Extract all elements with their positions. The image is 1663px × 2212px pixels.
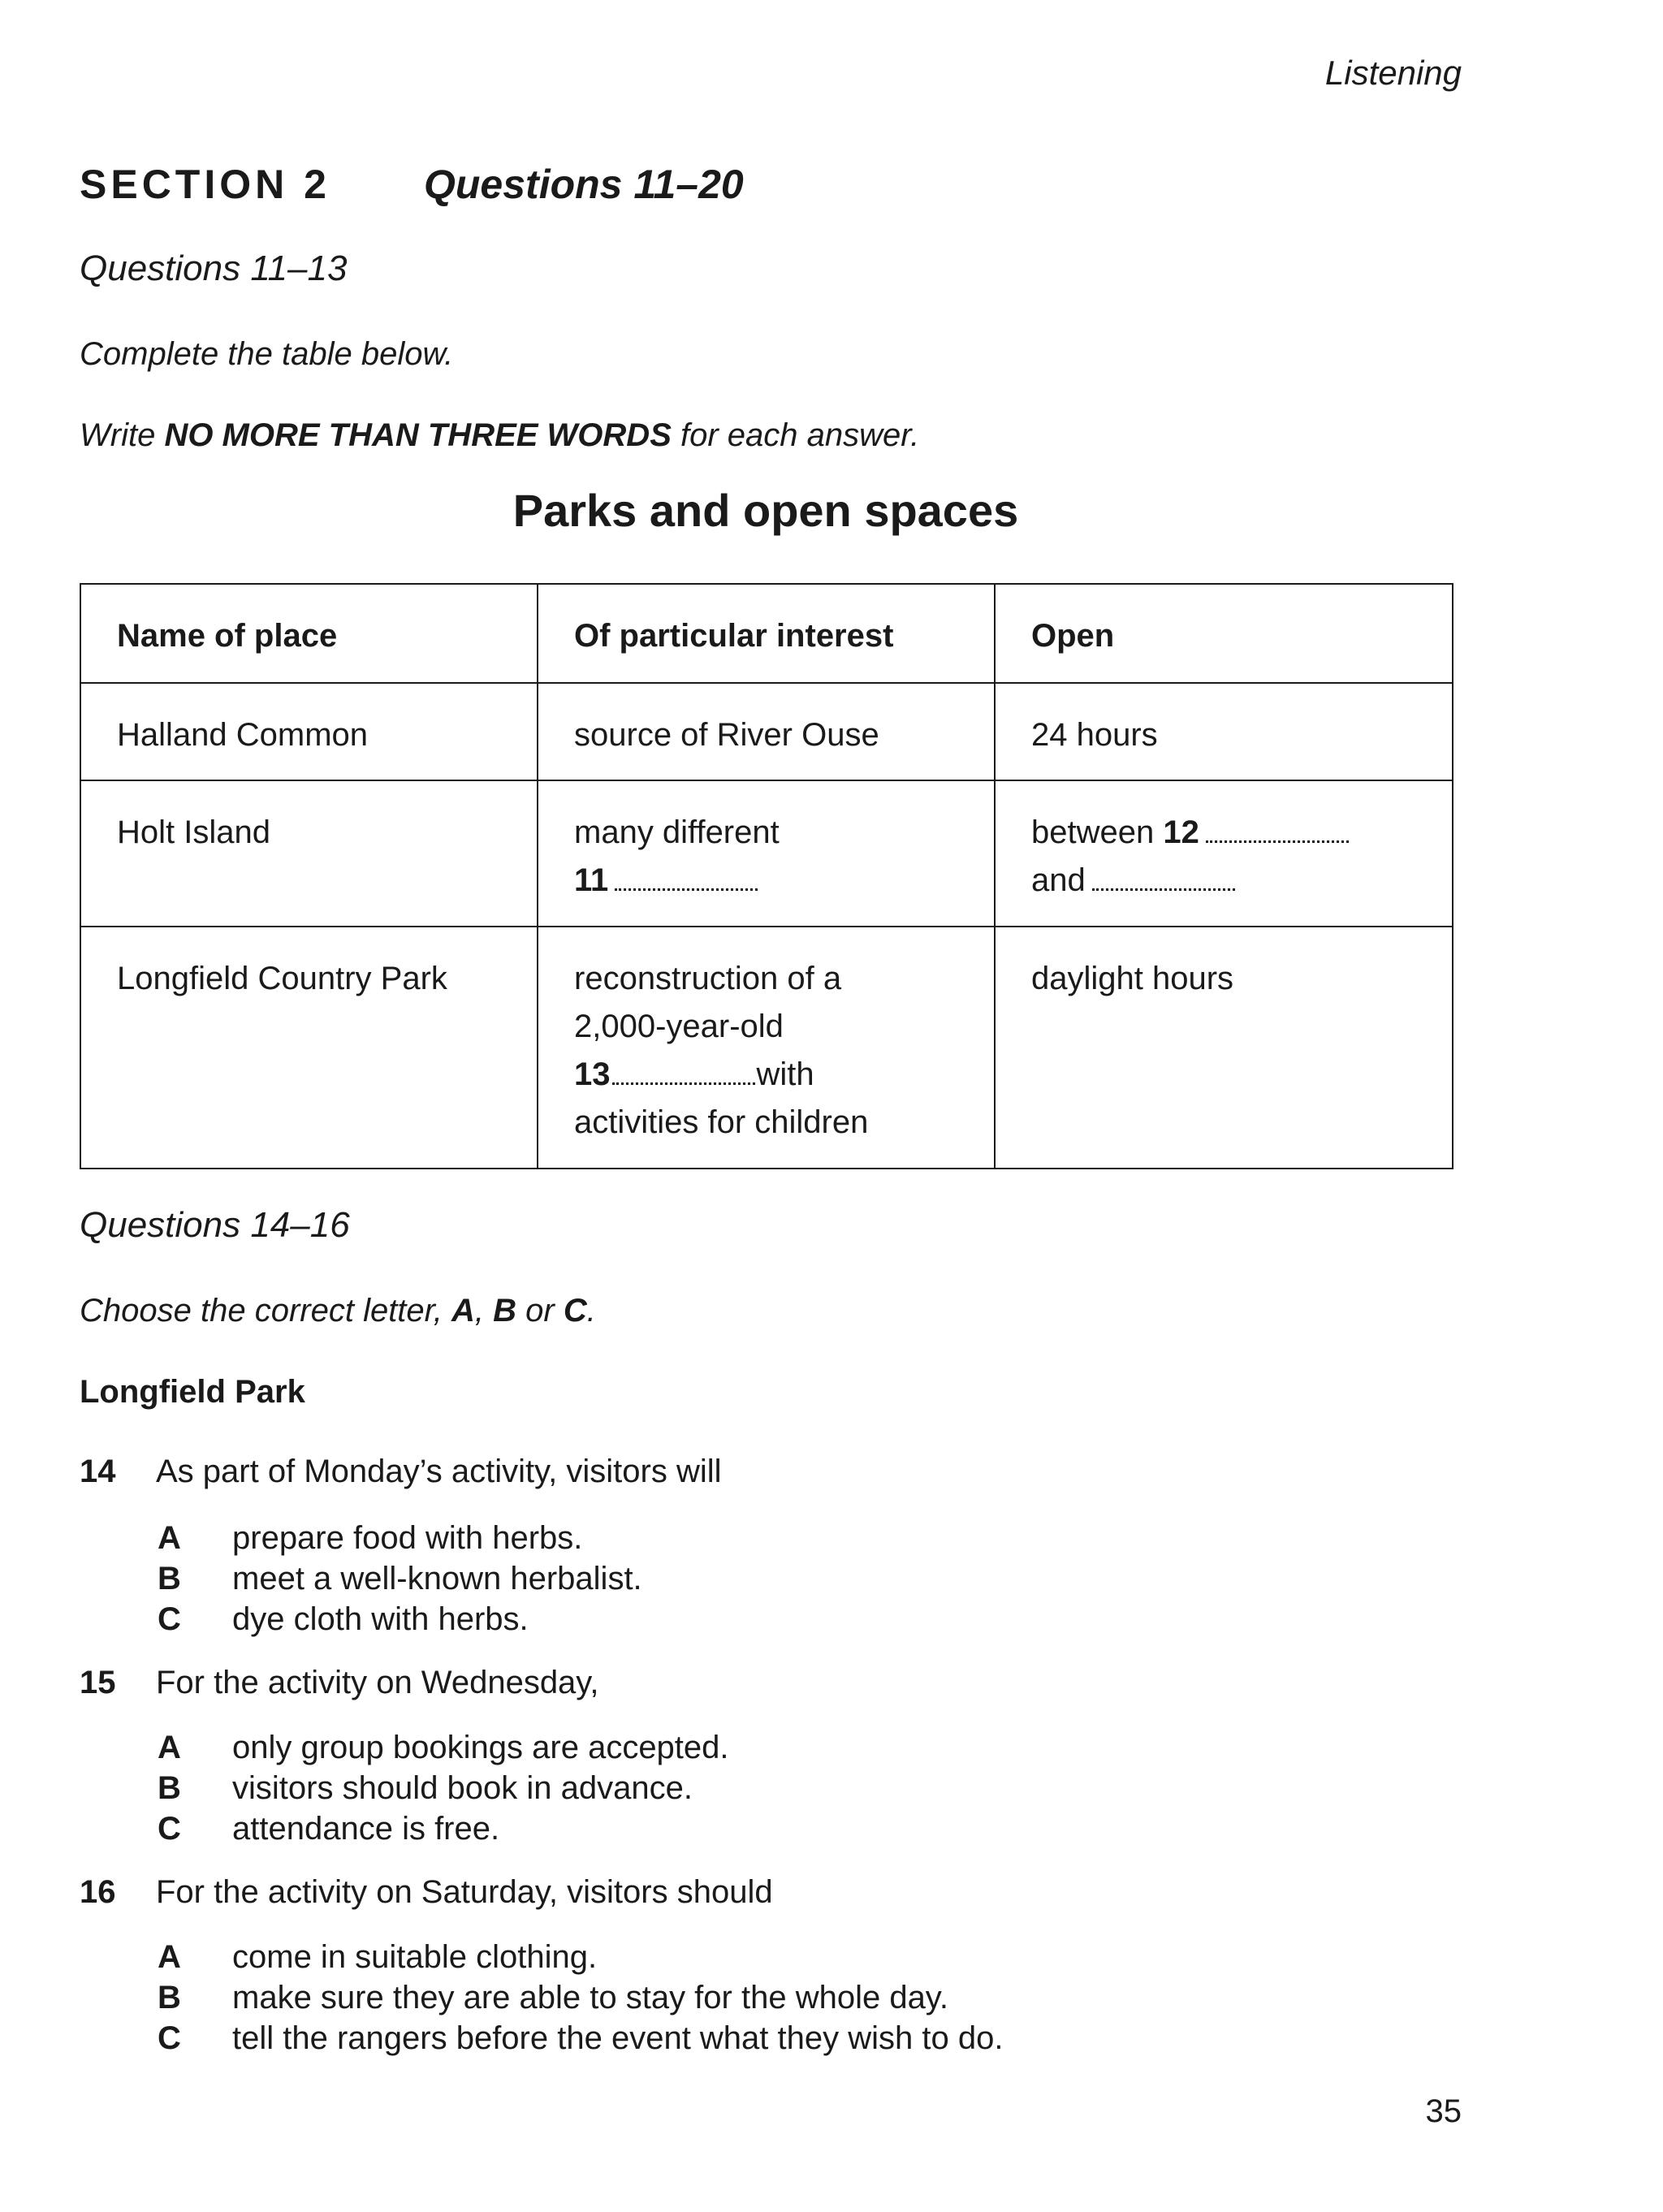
question-text: For the activity on Saturday, visitors should — [156, 1874, 773, 1910]
instruction-choose-letter: Choose the correct letter, A, B or C. — [80, 1293, 596, 1328]
option-letter[interactable]: C — [158, 1601, 181, 1637]
instruction-word-limit: Write NO MORE THAN THREE WORDS for each answer. — [80, 417, 920, 453]
option-text: only group bookings are accepted. — [232, 1730, 729, 1765]
option-letter[interactable]: B — [158, 1561, 181, 1596]
word-limit-emphasis: NO MORE THAN THREE WORDS — [164, 417, 672, 453]
option-letter[interactable]: B — [158, 1770, 181, 1806]
option-letter[interactable]: A — [158, 1520, 181, 1556]
table-cell-open: 24 hours — [995, 683, 1453, 780]
subtitle-longfield-park: Longfield Park — [80, 1374, 305, 1410]
option-text: tell the rangers before the event what they wish to do. — [232, 2020, 1004, 2056]
option-letter[interactable]: A — [158, 1730, 181, 1765]
table-cell-open: between 12 and — [995, 780, 1453, 927]
question-text: As part of Monday’s activity, visitors will — [156, 1454, 722, 1489]
question-number: 12 — [1163, 814, 1199, 850]
answer-gap-12a[interactable] — [1206, 818, 1349, 843]
option-text: visitors should book in advance. — [232, 1770, 693, 1806]
table-cell-name: Longfield Country Park — [80, 927, 538, 1169]
table-cell-open: daylight hours — [995, 927, 1453, 1169]
section-label: SECTION 2 — [80, 162, 330, 207]
table-header-row — [80, 584, 1453, 683]
table-title: Parks and open spaces — [512, 485, 1019, 536]
table-cell-interest: many different 11 — [538, 780, 995, 927]
section-range: Questions 11–20 — [424, 162, 744, 207]
table-row — [80, 780, 1453, 927]
parks-table — [80, 583, 1454, 1169]
table-cell-interest: reconstruction of a 2,000-year-old 13 with activities for children — [538, 927, 995, 1169]
option-letter[interactable]: C — [158, 2020, 181, 2056]
answer-gap-13[interactable] — [612, 1060, 755, 1085]
questions-11-13-heading: Questions 11–13 — [80, 248, 348, 288]
questions-14-16-heading: Questions 14–16 — [80, 1205, 350, 1245]
answer-gap-11[interactable] — [615, 866, 758, 891]
page-number: 35 — [1425, 2093, 1462, 2129]
option-text: dye cloth with herbs. — [232, 1601, 529, 1637]
table-header-cell: Open — [995, 584, 1453, 683]
table-cell-interest: source of River Ouse — [538, 683, 995, 780]
table-header-cell: Of particular interest — [538, 584, 995, 683]
instruction-complete-table: Complete the table below. — [80, 336, 454, 372]
option-letter[interactable]: C — [158, 1811, 181, 1847]
running-head: Listening — [1324, 54, 1462, 92]
question-number: 13 — [574, 1056, 611, 1092]
option-text: make sure they are able to stay for the whole day. — [232, 1980, 948, 2015]
question-text: For the activity on Wednesday, — [156, 1665, 599, 1700]
option-text: meet a well-known herbalist. — [232, 1561, 642, 1596]
table-header-cell: Name of place — [80, 584, 538, 683]
question-number: 15 — [80, 1665, 116, 1700]
option-text: come in suitable clothing. — [232, 1939, 598, 1975]
answer-gap-12b[interactable] — [1092, 866, 1235, 891]
table-cell-name: Halland Common — [80, 683, 538, 780]
option-letter[interactable]: B — [158, 1980, 181, 2015]
table-row — [80, 683, 1453, 780]
question-number: 11 — [574, 862, 609, 898]
option-text: attendance is free. — [232, 1811, 500, 1847]
option-text: prepare food with herbs. — [232, 1520, 583, 1556]
question-number: 14 — [80, 1454, 116, 1489]
option-letter[interactable]: A — [158, 1939, 181, 1975]
question-number: 16 — [80, 1874, 116, 1910]
table-cell-name: Holt Island — [80, 780, 538, 927]
table-row — [80, 927, 1453, 1169]
